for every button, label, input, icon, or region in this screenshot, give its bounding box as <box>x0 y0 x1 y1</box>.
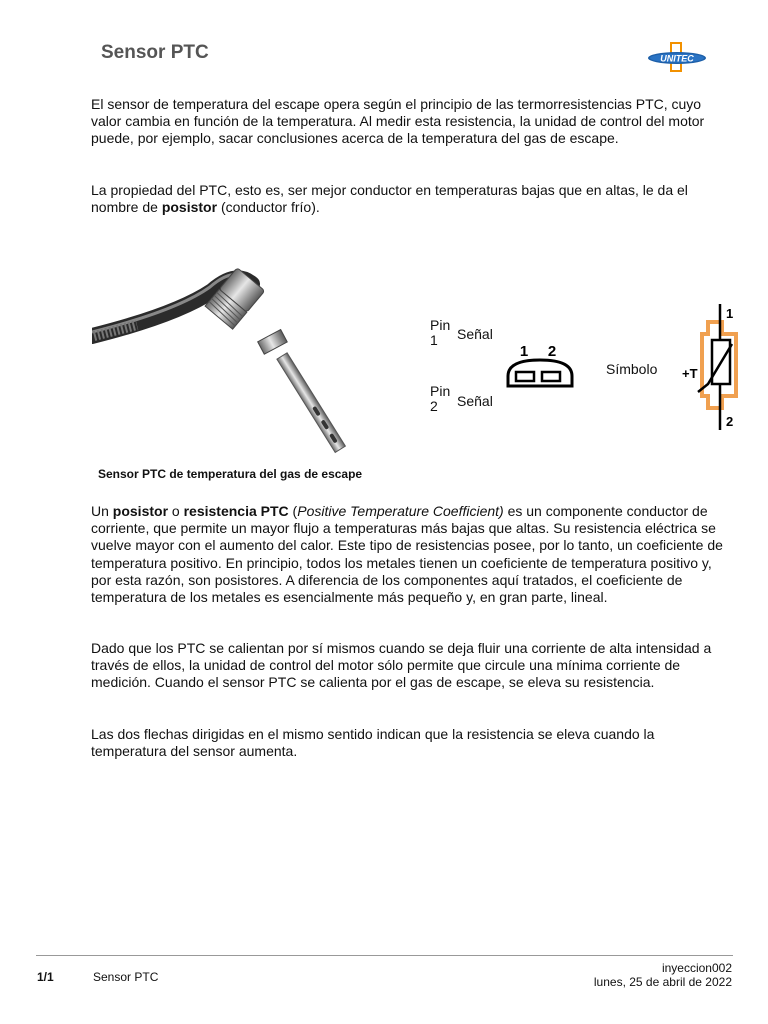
symbol-label: Símbolo <box>606 361 658 377</box>
footer-date: lunes, 25 de abril de 2022 <box>593 975 732 989</box>
ptc-sensor-photo <box>92 256 392 462</box>
posistor-term: posistor <box>161 199 218 216</box>
posistor-definition-paragraph: Un posistor o resistencia PTC (Positive Temperature Coefficient) es un componente conductor de corriente, que permite un mayor flujo a temperaturas más bajas que altas. Su resistencia eléctrica se vuelve mayor con el aumento del calor. Este tipo de resistencias posee, por lo tanto, un coeficiente de temperatura positivo. En principio, todos los metales tienen un coeficiente de temperatura positivo y, por esta razón, son posistores. A diferencia de los componentes aquí tratados, el coeficiente de temperatura de los metales es esencialmente más pequeño y, en gran parte, lineal. <box>91 503 723 606</box>
connector-pin-1-number: 1 <box>519 343 529 360</box>
footer-doc-id: inyeccion002 <box>661 961 732 975</box>
posistor-paragraph: La propiedad del PTC, esto es, ser mejor conductor en temperaturas bajas que en altas, le da el nombre de posistor (conductor frío). <box>91 182 688 216</box>
page-title: Sensor PTC <box>101 42 209 63</box>
symbol-terminal-2: 2 <box>726 414 734 429</box>
ptc-resistor-symbol <box>680 300 740 434</box>
symbol-terminal-1: 1 <box>726 306 734 321</box>
connector-diagram <box>500 340 580 392</box>
pin-2-signal: Señal <box>457 393 493 409</box>
intro-paragraph: El sensor de temperatura del escape opera según el principio de las termorresistencias PTC, cuyo valor cambia en función de la temperatura. Al medir esta resistencia, la unidad de control del motor puede, por ejemplo, sacar conclusiones acerca de la temperatura del gas de escape. <box>91 96 705 147</box>
svg-text:UNITEC: UNITEC <box>660 53 694 64</box>
connector-pin-2-number: 2 <box>547 343 557 360</box>
brand-logo <box>646 40 708 74</box>
arrows-paragraph: Las dos flechas dirigidas en el mismo sentido indican que la resistencia se eleva cuando la temperatura del sensor aumenta. <box>91 726 655 760</box>
figure-caption: Sensor PTC de temperatura del gas de escape <box>98 467 363 481</box>
footer-divider <box>36 955 733 956</box>
footer-page-number: 1/1 <box>37 970 54 984</box>
self-heating-paragraph: Dado que los PTC se calientan por sí mismos cuando se deja fluir una corriente de alta intensidad a través de ellos, la unidad de control del motor sólo permite que circule una mínima corriente de medición. Cuando el sensor PTC se calienta por el gas de escape, se eleva su resistencia. <box>91 640 712 691</box>
pin-1-label: Pin 1 <box>430 317 451 348</box>
pin-1-signal: Señal <box>457 326 493 342</box>
symbol-temperature-label: +T <box>682 366 698 381</box>
footer-doc-title: Sensor PTC <box>93 970 159 984</box>
footer-meta <box>594 961 732 989</box>
pin-2-label: Pin 2 <box>430 383 451 414</box>
